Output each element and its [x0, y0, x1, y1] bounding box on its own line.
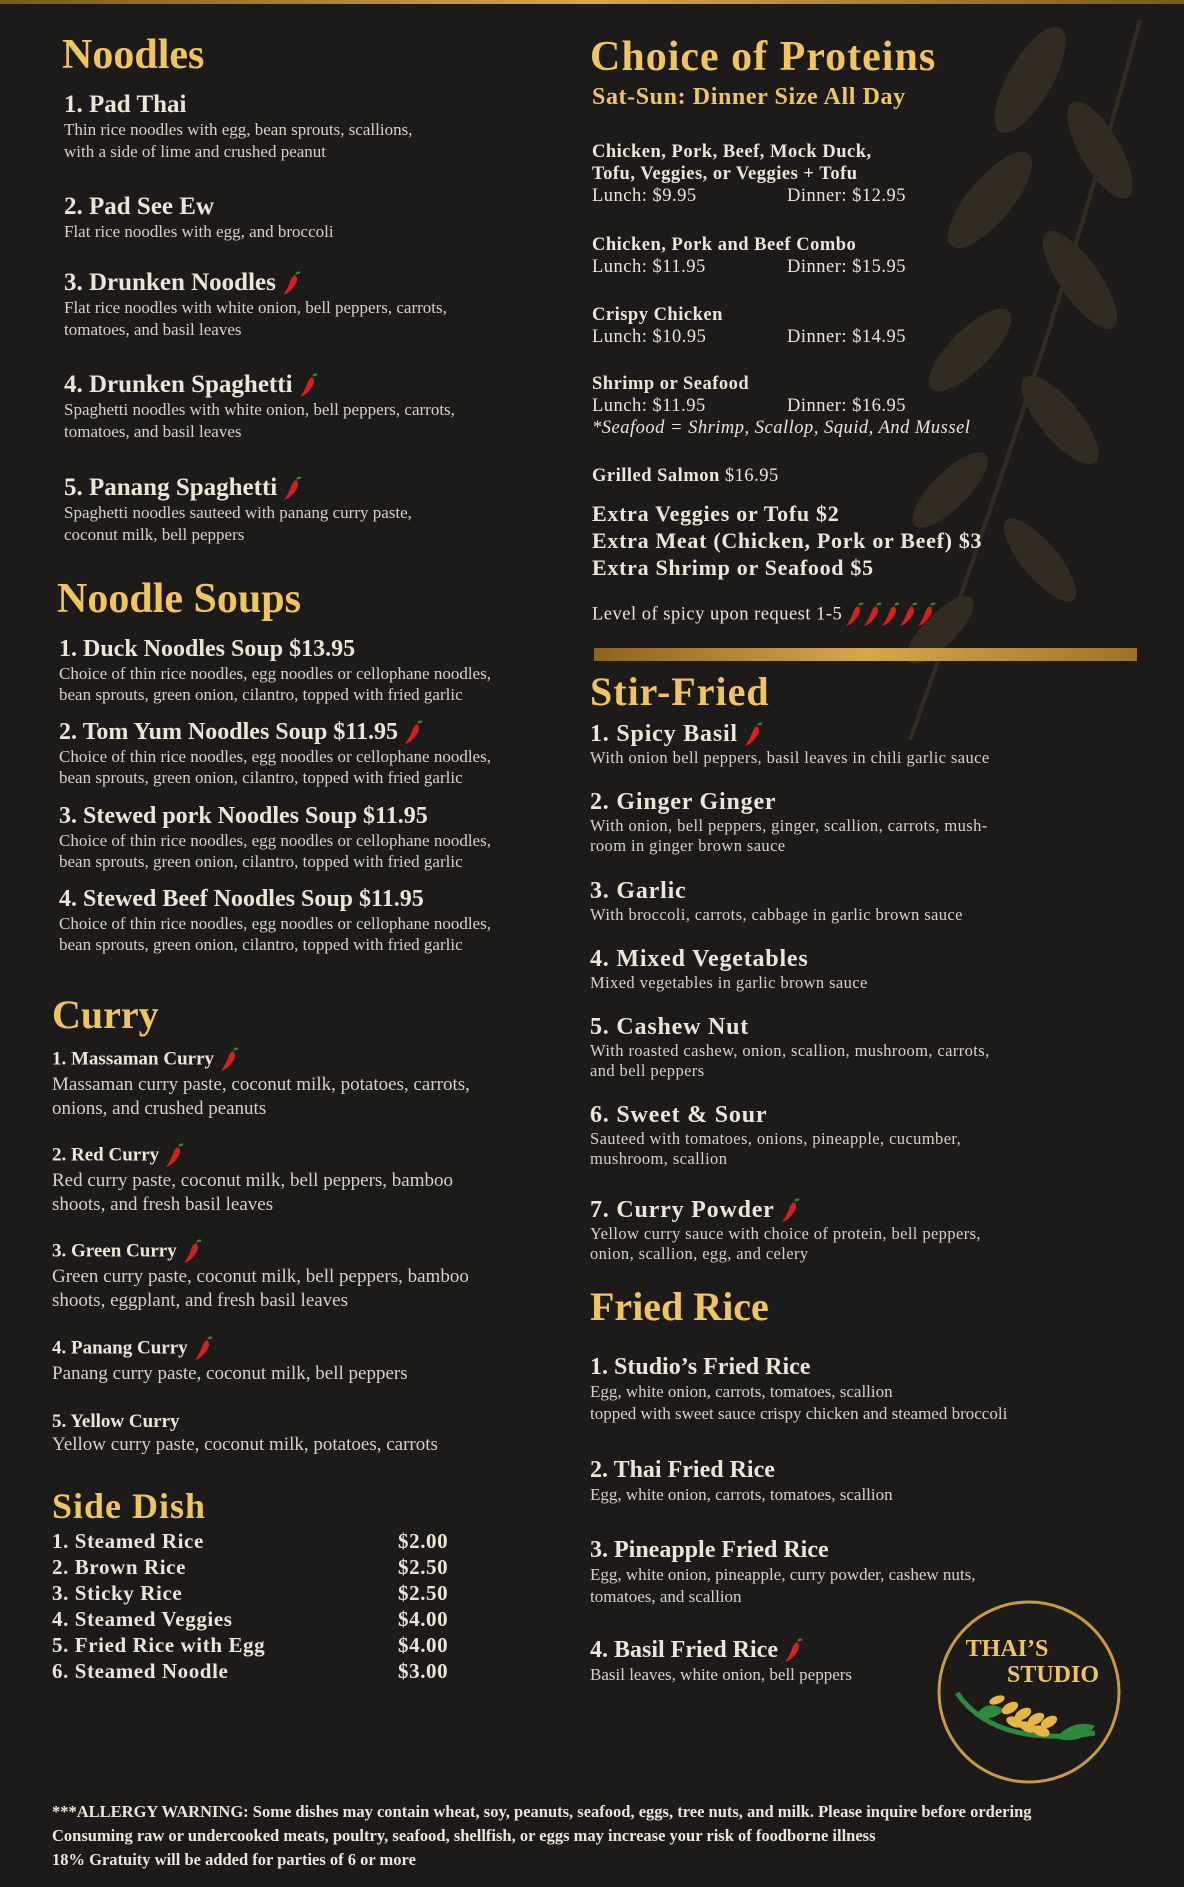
stir-fried-item: [590, 720, 1150, 768]
stir-fried-item-description: With onion, bell peppers, ginger, scallion, carrots, mush-: [590, 816, 988, 835]
fried-rice-item-name: [590, 1536, 1150, 1564]
grilled-salmon: [592, 466, 779, 487]
fried-rice-item-description: topped with sweet sauce crispy chicken and steamed broccoli: [590, 1404, 1008, 1423]
side-dish-price: $2.50: [398, 1554, 449, 1579]
side-dish-name: 2. Brown Rice: [52, 1554, 186, 1579]
stir-fried-item: [590, 877, 1150, 925]
side-dish-name: 1. Steamed Rice: [52, 1528, 204, 1553]
stir-fried-item-name: [590, 877, 1150, 905]
extra-veggies: Extra Veggies or Tofu $2: [592, 501, 840, 526]
side-dish-row: [52, 1528, 482, 1554]
noodle-item: [64, 90, 574, 163]
stir-fried-item-name: [590, 945, 1150, 973]
protein-4-line-1: Shrimp or Seafood: [592, 374, 750, 394]
proteins-subtitle: Sat-Sun: Dinner Size All Day: [592, 84, 906, 110]
stir-fried-item: [590, 788, 1150, 856]
soup-item-description: bean sprouts, green onion, cilantro, topped with fried garlic: [59, 935, 463, 954]
noodle-item-name: [64, 268, 574, 297]
side-dish-heading: Side Dish: [52, 1486, 207, 1526]
soup-item-description: bean sprouts, green onion, cilantro, topped with fried garlic: [59, 852, 463, 871]
side-dish-row: [52, 1580, 482, 1606]
stir-fried-item-description: With roasted cashew, onion, scallion, mushroom, carrots,: [590, 1041, 990, 1060]
item-name-text: 4. Mixed Vegetables: [590, 946, 809, 972]
chili-pepper-icon: [402, 720, 424, 746]
chili-pepper-icon: [181, 1239, 203, 1265]
stir-fried-item-description: Mixed vegetables in garlic brown sauce: [590, 973, 868, 992]
soup-item-description: bean sprouts, green onion, cilantro, topped with fried garlic: [59, 685, 463, 704]
curry-item-description: Panang curry paste, coconut milk, bell peppers: [52, 1363, 408, 1384]
side-dish-price: $3.00: [398, 1658, 449, 1683]
fried-rice-item-description: Egg, white onion, carrots, tomatoes, scallion: [590, 1382, 893, 1401]
top-gold-border: [0, 0, 1184, 4]
soup-item-name: [59, 635, 579, 663]
side-dish-price: $2.00: [398, 1528, 449, 1553]
noodle-item-description: with a side of lime and crushed peanut: [64, 142, 327, 161]
protein-group-4: [592, 373, 1152, 439]
protein-2-prices: [592, 256, 1112, 278]
curry-item-description: Massaman curry paste, coconut milk, potatoes, carrots,: [52, 1074, 470, 1095]
soup-item: [59, 802, 579, 872]
side-dish-price: $4.00: [398, 1632, 449, 1657]
protein-1-line-2: Tofu, Veggies, or Veggies + Tofu: [592, 164, 858, 184]
foodborne-warning: Consuming raw or undercooked meats, poultry, seafood, shellfish, or eggs may increase your risk of foodborne illness: [52, 1826, 876, 1845]
fried-rice-item-name: [590, 1456, 1150, 1484]
stir-fried-item-description: and bell peppers: [590, 1061, 705, 1080]
extras: [592, 500, 1162, 581]
seafood-note: *Seafood = Shrimp, Scallop, Squid, And Mussel: [592, 418, 971, 438]
stir-fried-item-description: room in ginger brown sauce: [590, 836, 786, 855]
fried-rice-item-description: Basil leaves, white onion, bell peppers: [590, 1665, 853, 1685]
proteins-heading: Choice of Proteins: [590, 34, 937, 80]
chili-pepper-icon: [742, 722, 764, 748]
protein-3-line-1: Crispy Chicken: [592, 305, 723, 325]
soup-item-name: [59, 885, 579, 913]
noodle-item-name: [64, 90, 574, 119]
gold-divider: [594, 648, 1137, 661]
extra-meat: Extra Meat (Chicken, Pork or Beef) $3: [592, 528, 983, 553]
item-name-text: 3. Green Curry: [52, 1240, 177, 1262]
noodle-item-name: [64, 473, 574, 502]
side-dish-name: 5. Fried Rice with Egg: [52, 1632, 266, 1657]
item-name-text: 2. Tom Yum Noodles Soup $11.95: [59, 719, 398, 745]
noodles-heading: Noodles: [62, 32, 205, 78]
item-name-text: 4. Stewed Beef Noodles Soup $11.95: [59, 886, 424, 912]
gratuity-note: 18% Gratuity will be added for parties of 6 or more: [52, 1850, 416, 1869]
curry-item-description: onions, and crushed peanuts: [52, 1098, 267, 1119]
noodle-item: [64, 473, 574, 546]
stir-fried-item: [590, 945, 1150, 993]
stir-fried-item-description: With onion bell peppers, basil leaves in chili garlic sauce: [590, 748, 990, 768]
protein-1-dinner: Dinner: $12.95: [787, 186, 907, 206]
protein-2-line-1: Chicken, Pork and Beef Combo: [592, 235, 857, 255]
stir-fried-item: [590, 1013, 1150, 1081]
stir-fried-item-name: [590, 1101, 1150, 1129]
fried-rice-heading: Fried Rice: [590, 1284, 769, 1329]
soup-item-description: bean sprouts, green onion, cilantro, topped with fried garlic: [59, 768, 463, 788]
soup-item-name: [59, 802, 579, 830]
noodle-item: [64, 370, 574, 443]
stir-fried-heading: Stir-Fried: [590, 669, 770, 714]
chili-pepper-icon: [915, 602, 937, 628]
stir-fried-item-name: [590, 720, 1150, 748]
curry-item: [52, 1336, 572, 1386]
soup-item-description: Choice of thin rice noodles, egg noodles or cellophane noodles,: [59, 664, 491, 683]
protein-3-lunch: Lunch: $10.95: [592, 327, 707, 347]
soup-item-description: Choice of thin rice noodles, egg noodles or cellophane noodles,: [59, 747, 491, 767]
soup-item-description: Choice of thin rice noodles, egg noodles or cellophane noodles,: [59, 831, 491, 850]
soup-item-description: Choice of thin rice noodles, egg noodles or cellophane noodles,: [59, 914, 491, 933]
protein-4-prices: [592, 395, 1152, 417]
curry-item-name: [52, 1143, 572, 1169]
curry-item-name: [52, 1047, 572, 1073]
item-name-text: 4. Drunken Spaghetti: [64, 371, 293, 398]
allergy-warning: ***ALLERGY WARNING: Some dishes may contain wheat, soy, peanuts, seafood, eggs, tree nuts, and milk. Please inquire before ordering: [52, 1802, 1032, 1821]
item-name-text: 1. Studio’s Fried Rice: [590, 1354, 811, 1380]
fried-rice-item-description: tomatoes, and scallion: [590, 1587, 742, 1606]
stir-fried-item-name: [590, 1013, 1150, 1041]
item-name-text: 4. Basil Fried Rice: [590, 1637, 778, 1663]
curry-item-name: [52, 1336, 572, 1362]
chili-pepper-icon: [281, 476, 303, 502]
thais-studio-logo: [935, 1598, 1123, 1786]
item-name-text: 5. Panang Spaghetti: [64, 474, 278, 501]
fried-rice-item-name: [590, 1353, 1150, 1381]
item-name-text: 3. Garlic: [590, 878, 687, 904]
spicy-level-note: [592, 602, 937, 628]
item-name-text: 1. Massaman Curry: [52, 1048, 215, 1070]
item-name-text: 5. Yellow Curry: [52, 1411, 180, 1432]
side-dish-table: [52, 1528, 482, 1684]
curry-item-description: Yellow curry paste, coconut milk, potatoes, carrots: [52, 1434, 438, 1455]
noodle-soups-heading: Noodle Soups: [57, 576, 301, 622]
protein-1-lunch: Lunch: $9.95: [592, 186, 697, 206]
fried-rice-item-description: Egg, white onion, carrots, tomatoes, scallion: [590, 1485, 893, 1504]
side-dish-name: 3. Sticky Rice: [52, 1580, 183, 1605]
noodle-item-description: Spaghetti noodles with white onion, bell peppers, carrots,: [64, 400, 455, 420]
curry-item-description: shoots, and fresh basil leaves: [52, 1194, 274, 1215]
fried-rice-item: [590, 1456, 1150, 1506]
item-name-text: 1. Duck Noodles Soup $13.95: [59, 636, 356, 662]
stir-fried-item-description: Sauteed with tomatoes, onions, pineapple, cucumber,: [590, 1129, 962, 1148]
noodle-item-description: Thin rice noodles with egg, bean sprouts, scallions,: [64, 120, 413, 139]
noodle-item-name: [64, 370, 574, 399]
extra-shrimp: Extra Shrimp or Seafood $5: [592, 555, 874, 580]
stir-fried-item-description: With broccoli, carrots, cabbage in garlic brown sauce: [590, 905, 963, 924]
stir-fried-item-description: Yellow curry sauce with choice of protein, bell peppers,: [590, 1224, 981, 1244]
spicy-level-chilis: [847, 604, 937, 624]
fried-rice-item-description: Egg, white onion, pineapple, curry powder, cashew nuts,: [590, 1565, 976, 1584]
item-name-text: 3. Stewed pork Noodles Soup $11.95: [59, 803, 428, 829]
protein-group-3: [592, 304, 1112, 348]
stir-fried-item-name: [590, 1196, 1150, 1224]
noodle-item-description: coconut milk, bell peppers: [64, 525, 245, 545]
noodle-item-description: tomatoes, and basil leaves: [64, 320, 242, 340]
fried-rice-item: [590, 1353, 1150, 1425]
salmon-price: $16.95: [724, 466, 779, 486]
noodle-item-description: Flat rice noodles with egg, and broccoli: [64, 222, 334, 241]
curry-item-name: [52, 1239, 572, 1265]
soup-item: [59, 635, 579, 705]
side-dish-price: $4.00: [398, 1606, 449, 1631]
chili-pepper-icon: [163, 1143, 185, 1169]
side-dish-row: [52, 1606, 482, 1632]
protein-group-2: [592, 234, 1112, 278]
curry-item-name: [52, 1410, 572, 1433]
stir-fried-item: [590, 1101, 1150, 1169]
chili-pepper-icon: [297, 373, 319, 399]
item-name-text: 1. Spicy Basil: [590, 721, 738, 747]
protein-1-line-1: Chicken, Pork, Beef, Mock Duck,: [592, 142, 872, 162]
side-dish-row: [52, 1658, 482, 1684]
item-name-text: 3. Pineapple Fried Rice: [590, 1537, 829, 1563]
curry-item: [52, 1143, 572, 1217]
protein-2-lunch: Lunch: $11.95: [592, 257, 706, 277]
soup-item-name: [59, 718, 579, 746]
side-dish-row: [52, 1632, 482, 1658]
protein-4-dinner: Dinner: $16.95: [787, 396, 907, 416]
soup-item: [59, 718, 579, 788]
stir-fried-item-name: [590, 788, 1150, 816]
item-name-text: 1. Pad Thai: [64, 91, 187, 118]
item-name-text: 7. Curry Powder: [590, 1197, 775, 1223]
protein-4-lunch: Lunch: $11.95: [592, 396, 706, 416]
wheat-icon: [957, 1693, 1095, 1740]
item-name-text: 2. Red Curry: [52, 1144, 160, 1166]
chili-pepper-icon: [280, 271, 302, 297]
protein-3-dinner: Dinner: $14.95: [787, 327, 907, 347]
stir-fried-item: [590, 1196, 1150, 1264]
curry-item-description: Red curry paste, coconut milk, bell peppers, bamboo: [52, 1170, 454, 1191]
side-dish-name: 6. Steamed Noodle: [52, 1658, 229, 1683]
side-dish-price: $2.50: [398, 1580, 449, 1605]
noodle-item: [64, 192, 574, 243]
curry-item: [52, 1239, 572, 1313]
item-name-text: 2. Thai Fried Rice: [590, 1457, 775, 1483]
chili-pepper-icon: [218, 1047, 240, 1073]
spicy-level-text: Level of spicy upon request 1-5: [592, 604, 843, 625]
chili-pepper-icon: [779, 1198, 801, 1224]
curry-heading: Curry: [52, 992, 159, 1037]
noodle-item-description: tomatoes, and basil leaves: [64, 422, 242, 442]
item-name-text: 5. Cashew Nut: [590, 1014, 750, 1040]
soup-item: [59, 885, 579, 955]
noodle-item: [64, 268, 574, 341]
noodle-item-description: Spaghetti noodles sauteed with panang curry paste,: [64, 503, 412, 523]
protein-1-prices: [592, 185, 1112, 207]
side-dish-name: 4. Steamed Veggies: [52, 1606, 233, 1631]
side-dish-row: [52, 1554, 482, 1580]
curry-item: [52, 1047, 572, 1121]
footer-notes: [52, 1800, 1182, 1872]
stir-fried-item-description: onion, scallion, egg, and celery: [590, 1244, 809, 1264]
chili-pepper-icon: [782, 1638, 804, 1664]
item-name-text: 3. Drunken Noodles: [64, 269, 276, 296]
item-name-text: 6. Sweet & Sour: [590, 1102, 768, 1128]
item-name-text: 2. Ginger Ginger: [590, 789, 777, 815]
curry-item-description: Green curry paste, coconut milk, bell peppers, bamboo: [52, 1266, 469, 1287]
stir-fried-item-description: mushroom, scallion: [590, 1149, 728, 1168]
item-name-text: 4. Panang Curry: [52, 1337, 188, 1359]
logo-text-line1: THAI’S: [965, 1636, 1049, 1662]
logo-text-line2: STUDIO: [1006, 1662, 1100, 1688]
item-name-text: 2. Pad See Ew: [64, 193, 214, 220]
protein-3-prices: [592, 326, 1112, 348]
protein-group-1: [592, 141, 1112, 207]
protein-2-dinner: Dinner: $15.95: [787, 257, 907, 277]
curry-item-description: shoots, eggplant, and fresh basil leaves: [52, 1290, 349, 1311]
noodle-item-description: Flat rice noodles with white onion, bell peppers, carrots,: [64, 298, 447, 318]
curry-item: [52, 1410, 572, 1457]
noodle-item-name: [64, 192, 574, 221]
chili-pepper-icon: [192, 1336, 214, 1362]
salmon-name: Grilled Salmon: [592, 466, 720, 486]
